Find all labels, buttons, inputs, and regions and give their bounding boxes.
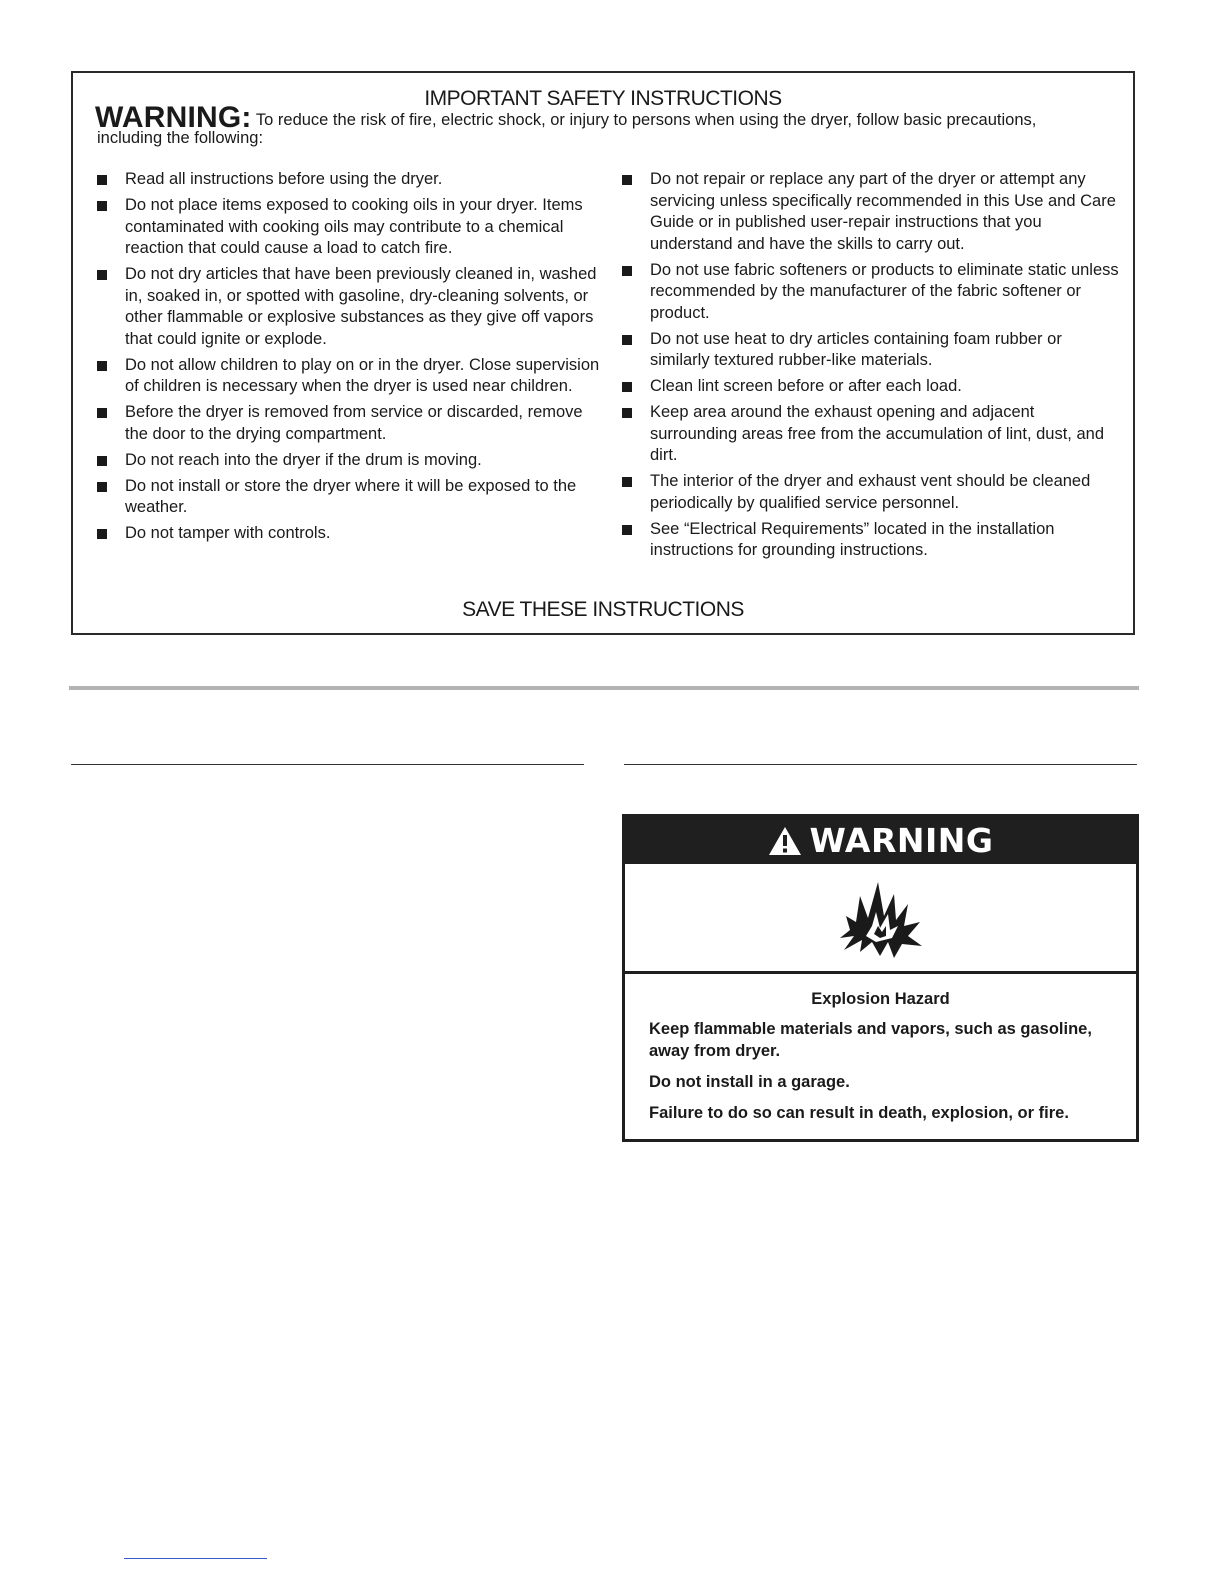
right-instructions-column	[622, 169, 1122, 566]
hazard-symbol-area	[625, 864, 1136, 974]
warning-header	[625, 817, 1136, 864]
left-instructions-list	[97, 169, 607, 545]
list-item: Do not repair or replace any part of the dryer or attempt any servicing unless specifically recommended in this Use and Care Guide or in published user-repair instructions that you understand and have the skills to carry out.	[622, 169, 1122, 255]
warning-header-text: WARNING	[809, 821, 994, 860]
warning-line-consequence: Failure to do so can result in death, explosion, or fire.	[649, 1104, 1069, 1122]
explosion-warning-panel	[622, 814, 1139, 1142]
list-item: Do not dry articles that have been previously cleaned in, washed in, soaked in, or spotted with gasoline, dry-cleaning solvents, or other flammable or explosive substances as they give off vapors that could ignite or explode.	[97, 264, 607, 350]
list-item: Read all instructions before using the dryer.	[97, 169, 607, 191]
list-item: Before the dryer is removed from service or discarded, remove the door to the drying compartment.	[97, 402, 607, 445]
hazard-title: Explosion Hazard	[811, 990, 950, 1008]
left-column-rule	[71, 764, 584, 765]
list-item: Do not install or store the dryer where it will be exposed to the weather.	[97, 476, 607, 519]
list-item: See “Electrical Requirements” located in the installation instructions for grounding instructions.	[622, 519, 1122, 562]
warning-line-garage: Do not install in a garage.	[649, 1073, 850, 1091]
warning-triangle-icon	[768, 826, 802, 856]
right-column-rule	[624, 764, 1137, 765]
right-instructions-list	[622, 169, 1122, 562]
section-divider	[69, 686, 1139, 690]
explosion-icon	[836, 876, 926, 960]
left-instructions-column	[97, 169, 607, 549]
list-item: Keep area around the exhaust opening and adjacent surrounding areas free from the accumulation of lint, dust, and dirt.	[622, 402, 1122, 467]
list-item: Do not tamper with controls.	[97, 523, 607, 545]
footer-link-underline[interactable]	[124, 1558, 267, 1559]
list-item: Do not use heat to dry articles containing foam rubber or similarly textured rubber-like materials.	[622, 329, 1122, 372]
list-item: The interior of the dryer and exhaust vent should be cleaned periodically by qualified service personnel.	[622, 471, 1122, 514]
list-item: Do not use fabric softeners or products to eliminate static unless recommended by the manufacturer of the fabric softener or product.	[622, 260, 1122, 325]
list-item: Clean lint screen before or after each load.	[622, 376, 1122, 398]
warning-body	[625, 974, 1136, 1124]
list-item: Do not place items exposed to cooking oils in your dryer. Items contaminated with cooking oils may contribute to a chemical reaction that could cause a load to catch fire.	[97, 195, 607, 260]
warning-intro-text-2: including the following:	[97, 129, 264, 147]
list-item: Do not reach into the dryer if the drum is moving.	[97, 450, 607, 472]
list-item: Do not allow children to play on or in the dryer. Close supervision of children is necessary when the dryer is used near children.	[97, 355, 607, 398]
warning-label: WARNING:	[95, 101, 252, 134]
warning-line-flammable: Keep flammable materials and vapors, such as gasoline, away from dryer.	[649, 1020, 1092, 1060]
important-safety-instructions-box	[71, 71, 1135, 635]
safety-title: IMPORTANT SAFETY INSTRUCTIONS	[424, 87, 782, 110]
warning-intro-text: To reduce the risk of fire, electric shock, or injury to persons when using the dryer, follow basic precautions,	[255, 111, 1037, 129]
warning-intro	[95, 101, 1113, 149]
save-instructions-title: SAVE THESE INSTRUCTIONS	[462, 598, 744, 621]
